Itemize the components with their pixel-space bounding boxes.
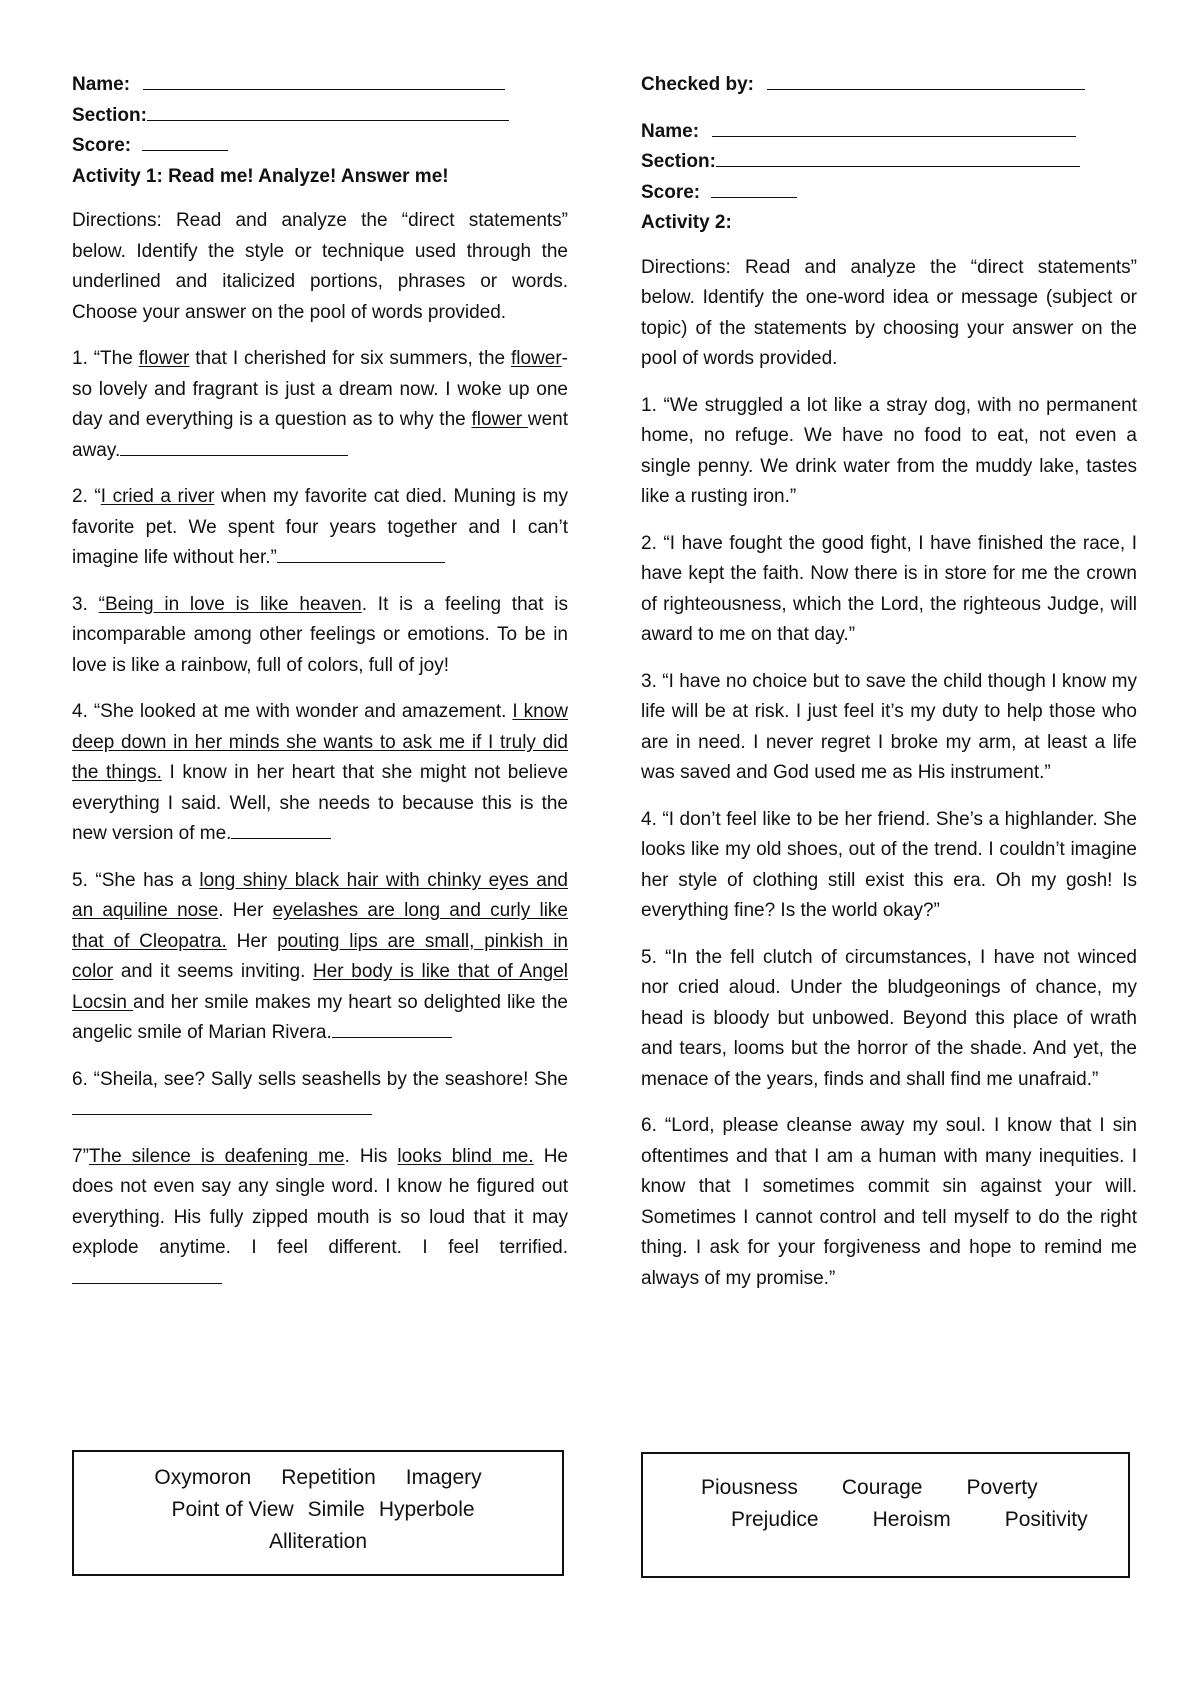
underlined-phrase: eyelashes are long and curly like that of Cleopatra. xyxy=(72,900,568,952)
underlined-phrase: Her body is like that of Angel Locsin xyxy=(72,961,568,1013)
underlined-phrase: The silence is deafening me xyxy=(88,1145,345,1167)
pool-word: Simile xyxy=(307,1498,365,1521)
item-text: . His xyxy=(344,1145,398,1167)
underlined-phrase: flower xyxy=(471,409,528,430)
section-label: Section: xyxy=(72,104,147,126)
item-text: 3. xyxy=(72,593,99,615)
item-text: 2. “ xyxy=(72,486,101,507)
name-label: Name: xyxy=(641,120,700,142)
pool-word: Point of View xyxy=(171,1498,294,1521)
item-text: Her xyxy=(226,930,278,952)
item-text: that I cherished for six summers, the xyxy=(189,348,511,369)
item-text: - so lovely and fragrant is just a dream now. I woke up one day and everything is a question as to why the xyxy=(72,348,568,430)
section-field-row xyxy=(72,101,568,132)
score-label: Score: xyxy=(641,181,701,203)
item-7 xyxy=(72,1142,568,1295)
answer-blank[interactable] xyxy=(72,1096,372,1115)
item-text: He does not even say any single word. I know he figured out everything. His fully zipped mouth is so loud that it may explode anytime. I feel different. I feel terrified. xyxy=(72,1145,568,1258)
name-field-row xyxy=(72,70,568,101)
section-label: Section: xyxy=(641,151,716,172)
underlined-phrase: flower xyxy=(510,348,562,369)
pool-word: Alliteration xyxy=(268,1530,368,1553)
checked-by-row xyxy=(641,70,1137,101)
item-text: went away. xyxy=(72,409,568,461)
underlined-phrase: I cried a river xyxy=(100,486,215,507)
pool-word: Piousness xyxy=(701,1476,798,1499)
underlined-phrase: flower xyxy=(138,348,190,369)
underlined-phrase: pouting lips are small, pinkish in color xyxy=(72,930,568,982)
underlined-phrase: I know deep down in her minds she wants to ask me if I truly did the things. xyxy=(72,701,568,783)
item-3 xyxy=(72,590,568,682)
answer-blank[interactable] xyxy=(72,1265,222,1284)
score-field-row xyxy=(72,131,568,162)
score-field-row xyxy=(641,178,1137,209)
item-text: 7” xyxy=(72,1145,89,1167)
item-5 xyxy=(72,866,568,1049)
pool-word: Heroism xyxy=(872,1508,951,1531)
answer-blank[interactable] xyxy=(120,437,348,456)
word-pool-row xyxy=(74,1494,562,1526)
item-2 xyxy=(72,482,568,574)
underlined-phrase: “Being in love is like heaven xyxy=(98,593,362,615)
item-3: 3. “I have no choice but to save the child though I know my life will be at risk. I just feel it’s my duty to help those who are in need. I never regret I broke my arm, at least a life was saved and God used me as His instrument.” xyxy=(641,670,1137,783)
checked-by-blank[interactable] xyxy=(767,71,1085,90)
answer-blank[interactable] xyxy=(277,544,445,563)
section-field-row xyxy=(641,147,1137,178)
directions: Directions: Read and analyze the “direct statements” below. Identify the style or technique used through the underlined and italicized portions, phrases or words. Choose your answer on the pool of words provided. xyxy=(72,210,568,323)
word-pool-box-2 xyxy=(641,1452,1130,1578)
item-6: 6. “Lord, please cleanse away my soul. I know that I sin oftentimes and that I am a human with many inequities. I know that I sometimes commit sin against your will. Sometimes I cannot control and tell myself to do the right thing. I ask for your forgiveness and hope to remind me always of my promise.” xyxy=(641,1115,1137,1289)
directions: Directions: Read and analyze the “direct statements” below. Identify the one-word idea or message (subject or topic) of the statements by choosing your answer on the pool of words provided. xyxy=(641,256,1137,369)
activity-2-column xyxy=(641,70,1137,1289)
section-blank[interactable] xyxy=(147,102,509,121)
name-label: Name: xyxy=(72,74,131,95)
name-field-row xyxy=(641,117,1137,148)
pool-word: Hyperbole xyxy=(378,1498,475,1521)
item-1 xyxy=(72,344,568,466)
score-blank[interactable] xyxy=(142,132,228,151)
item-text: 1. “The xyxy=(72,348,139,369)
activity-title: Activity 1: Read me! Analyze! Answer me! xyxy=(72,165,449,187)
item-4 xyxy=(72,697,568,850)
word-pool-box-1 xyxy=(72,1450,564,1576)
score-label: Score: xyxy=(72,135,132,156)
item-text: . It is a feeling that is incomparable among other feelings or emotions. To be in love is like a rainbow, full of colors, full of joy! xyxy=(72,593,569,676)
item-text: when my favorite cat died. Muning is my favorite pet. We spent four years together and I can’t imagine life without her.” xyxy=(72,486,569,568)
item-text: and her smile makes my heart so delighted like the angelic smile of Marian Rivera. xyxy=(72,991,568,1043)
item-4: 4. “I don’t feel like to be her friend. She’s a highlander. She looks like my old shoes, out of the trend. I couldn’t imagine her style of clothing still exist this era. Oh my gosh! Is everything fine? Is the world okay?” xyxy=(641,808,1137,921)
underlined-phrase: looks blind me. xyxy=(397,1145,534,1167)
word-pool-row xyxy=(74,1462,562,1494)
word-pool-row xyxy=(74,1526,562,1558)
item-text: 4. “She looked at me with wonder and amazement. xyxy=(72,701,513,722)
item-text: I know in her heart that she might not believe everything I said. Well, she needs to because this is the new version of me. xyxy=(72,762,569,844)
pool-word: Prejudice xyxy=(731,1508,819,1531)
activity-1-column xyxy=(72,70,568,1310)
checked-by-label: Checked by: xyxy=(641,74,754,95)
pool-word: Poverty xyxy=(966,1476,1038,1499)
activity-title: Activity 2: xyxy=(641,212,732,233)
item-1: 1. “We struggled a lot like a stray dog, with no permanent home, no refuge. We have no food to eat, not even a single penny. We drink water from the muddy lake, tastes like a rusting iron.” xyxy=(641,394,1137,507)
underlined-phrase: long shiny black hair with chinky eyes and an aquiline nose xyxy=(72,869,568,921)
name-blank[interactable] xyxy=(143,71,505,90)
score-blank[interactable] xyxy=(711,179,797,198)
item-text: 6. “Sheila, see? Sally sells seashells by the seashore! She xyxy=(72,1068,568,1090)
word-pool-row xyxy=(643,1472,1128,1504)
item-6 xyxy=(72,1065,568,1126)
item-2: 2. “I have fought the good fight, I have finished the race, I have kept the faith. Now there is in store for me the crown of righteousness, which the Lord, the righteous Judge, will award to me on that day.” xyxy=(641,532,1137,645)
item-5: 5. “In the fell clutch of circumstances, I have not winced nor cried aloud. Under the bludgeonings of chance, my head is bloody but unbowed. Beyond this place of wrath and tears, looms but the horror of the shade. And yet, the menace of the years, finds and shall find me unafraid.” xyxy=(641,946,1137,1090)
pool-word: Imagery xyxy=(405,1466,482,1489)
item-text: and it seems inviting. xyxy=(113,961,313,982)
pool-word: Positivity xyxy=(1004,1508,1088,1531)
pool-word: Oxymoron xyxy=(154,1466,252,1489)
answer-blank[interactable] xyxy=(231,820,331,839)
section-blank[interactable] xyxy=(716,148,1080,167)
name-blank[interactable] xyxy=(712,118,1076,137)
item-text: 5. “She has a xyxy=(72,869,200,891)
pool-word: Repetition xyxy=(281,1466,376,1489)
item-text: . Her xyxy=(218,900,273,921)
answer-blank[interactable] xyxy=(332,1019,452,1038)
word-pool-row xyxy=(643,1504,1128,1536)
pool-word: Courage xyxy=(841,1476,923,1499)
